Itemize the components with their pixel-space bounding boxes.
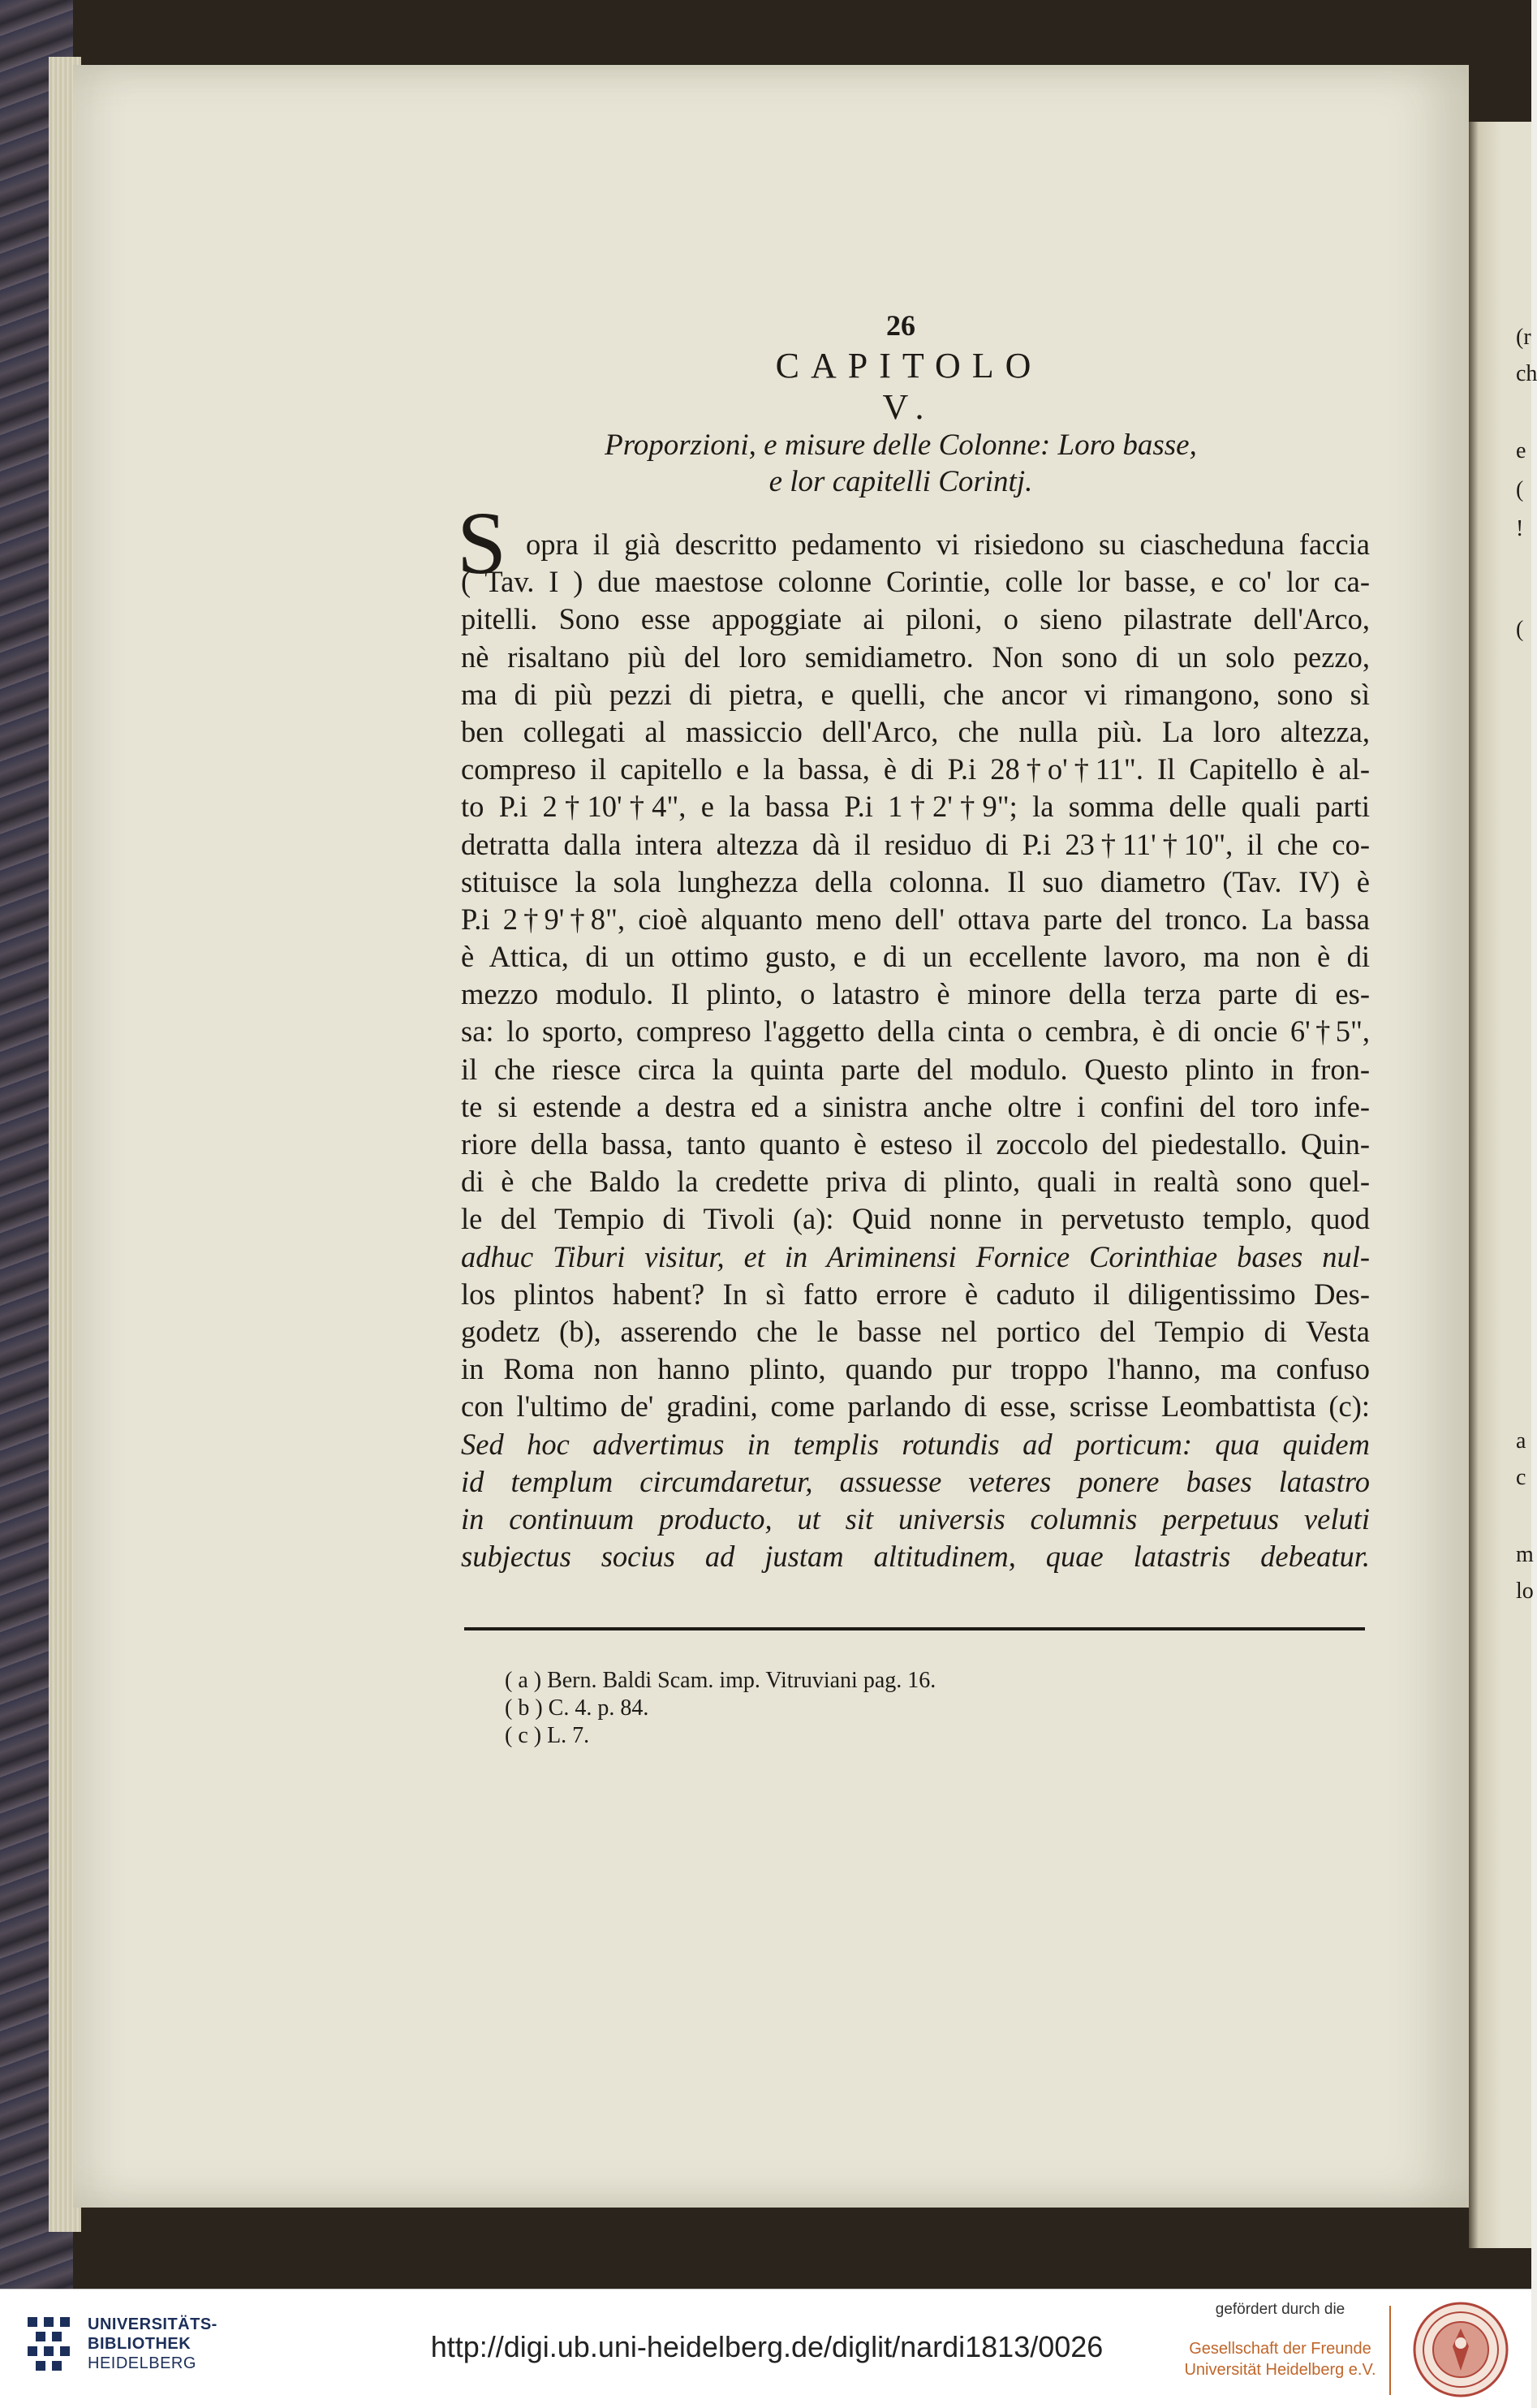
text-line: le del Tempio di Tivoli (a): Quid nonne in pervetusto templo, quod bbox=[461, 1202, 1370, 1236]
library-name-line: HEIDELBERG bbox=[88, 2354, 196, 2372]
text-line: nè risaltano più del loro semidiametro. Non sono di un solo pezzo, bbox=[461, 640, 1370, 674]
text-line: è Attica, di un ottimo gusto, e di un eccellente lavoro, ma non è di bbox=[461, 940, 1370, 974]
text-line: ben collegati al massiccio dell'Arco, che nulla più. La loro altezza, bbox=[461, 714, 1370, 748]
facing-page-glyph: ( bbox=[1516, 477, 1524, 502]
text-line: ma di più pezzi di pietra, e quelli, che ancor vi rimangono, sono sì bbox=[461, 677, 1370, 711]
facing-page-glyph: lo bbox=[1516, 1579, 1534, 1604]
facing-page-glyph: ch bbox=[1516, 361, 1537, 386]
funded-by-label: gefördert durch die bbox=[1215, 2301, 1345, 2318]
text-line: mezzo modulo. Il plinto, o latastro è minore della terza parte di es- bbox=[461, 977, 1370, 1011]
text-line: subjectus socius ad justam altitudinem, quae latastris debeatur. bbox=[461, 1540, 1370, 1574]
text-line: pitelli. Sono esse appoggiate ai piloni, o sieno pilastrate dell'Arco, bbox=[461, 602, 1370, 636]
footnote-rule bbox=[464, 1627, 1365, 1630]
library-name-line: UNIVERSITÄTS- bbox=[88, 2315, 217, 2333]
text-line: godetz (b), asserendo che le basse nel portico del Tempio di Vesta bbox=[461, 1314, 1370, 1348]
text-line: stituisce la sola lunghezza della colonna. Il suo diametro (Tav. IV) è bbox=[461, 864, 1370, 898]
text-line: opra il già descritto pedamento vi risiedono su ciascheduna faccia bbox=[526, 528, 1370, 561]
text-line: compreso il capitello e la bassa, è di P.i 28†o'†11". Il Capitello è al- bbox=[461, 752, 1370, 786]
facing-page-glyph: ! bbox=[1516, 516, 1524, 541]
chapter-subtitle-line: Proporzioni, e misure delle Colonne: Loro basse, bbox=[605, 429, 1197, 462]
text-line: in Roma non hanno plinto, quando pur troppo l'hanno, ma confuso bbox=[461, 1352, 1370, 1386]
drop-cap: S bbox=[457, 493, 507, 592]
page-url-link[interactable]: http://digi.ub.uni-heidelberg.de/diglit/nardi1813/0026 bbox=[430, 2330, 1104, 2363]
facing-page-glyph: (r bbox=[1516, 325, 1531, 350]
text-line: sa: lo sporto, compreso l'aggetto della cinta o cembra, è di oncie 6'†5", bbox=[461, 1014, 1370, 1049]
facing-page-glyph: a bbox=[1516, 1428, 1526, 1454]
text-line: il che riesce circa la quinta parte del modulo. Questo plinto in fron- bbox=[461, 1052, 1370, 1086]
viewer-footer bbox=[0, 2289, 1531, 2408]
text-line: con l'ultimo de' gradini, come parlando di esse, scrisse Leombattista (c): bbox=[461, 1389, 1370, 1424]
text-line: detratta dalla intera altezza dà il residuo di P.i 23†11'†10", il che co- bbox=[461, 827, 1370, 861]
text-line: id templum circumdaretur, assuesse veteres ponere bases latastro bbox=[461, 1464, 1370, 1498]
text-line: ( Tav. I ) due maestose colonne Corintie, colle lor basse, e co' lor ca- bbox=[461, 565, 1370, 599]
chapter-heading: CAPITOLO V. bbox=[775, 346, 1043, 427]
library-logo-icon bbox=[24, 2312, 73, 2384]
text-line: in continuum producto, ut sit universis columnis perpetuus veluti bbox=[461, 1501, 1370, 1536]
text-line: adhuc Tiburi visitur, et in Ariminensi Fornice Corinthiae bases nul- bbox=[461, 1239, 1370, 1273]
chapter-subtitle-line: e lor capitelli Corintj. bbox=[768, 465, 1033, 498]
footnote: ( a ) Bern. Baldi Scam. imp. Vitruviani pag. 16. bbox=[505, 1668, 936, 1693]
text-line: Sed hoc advertimus in templis rotundis ad porticum: qua quidem bbox=[461, 1427, 1370, 1461]
facing-page-glyph: e bbox=[1516, 438, 1526, 463]
text-line: los plintos habent? In sì fatto errore è caduto il diligentissimo Des- bbox=[461, 1277, 1370, 1311]
page-number: 26 bbox=[886, 309, 915, 342]
library-name-line: BIBLIOTHEK bbox=[88, 2335, 192, 2353]
facing-page-glyph: ( bbox=[1516, 617, 1524, 642]
footnote: ( b ) C. 4. p. 84. bbox=[505, 1695, 649, 1721]
sponsor-name-line: Gesellschaft der Freunde bbox=[1189, 2340, 1371, 2358]
body-text bbox=[461, 526, 1370, 1575]
text-line: di è che Baldo la credette priva di plinto, quali in realtà sono quel- bbox=[461, 1165, 1370, 1199]
text-line: to P.i 2†10'†4", e la bassa P.i 1†2'†9"; la somma delle quali parti bbox=[461, 790, 1370, 824]
text-line: P.i 2†9'†8", cioè alquanto meno dell' ottava parte del tronco. La bassa bbox=[461, 902, 1370, 936]
divider bbox=[1389, 2306, 1391, 2395]
facing-page-glyph: m bbox=[1516, 1542, 1534, 1567]
text-line: riore della bassa, tanto quanto è esteso il zoccolo del piedestallo. Quin- bbox=[461, 1127, 1370, 1161]
footnote: ( c ) L. 7. bbox=[505, 1723, 590, 1748]
sponsor-name-line: Universität Heidelberg e.V. bbox=[1184, 2361, 1376, 2379]
text-line: te si estende a destra ed a sinistra anche oltre i confini del toro infe- bbox=[461, 1089, 1370, 1123]
facing-page-glyph: c bbox=[1516, 1465, 1526, 1490]
university-seal-icon bbox=[1412, 2301, 1509, 2398]
